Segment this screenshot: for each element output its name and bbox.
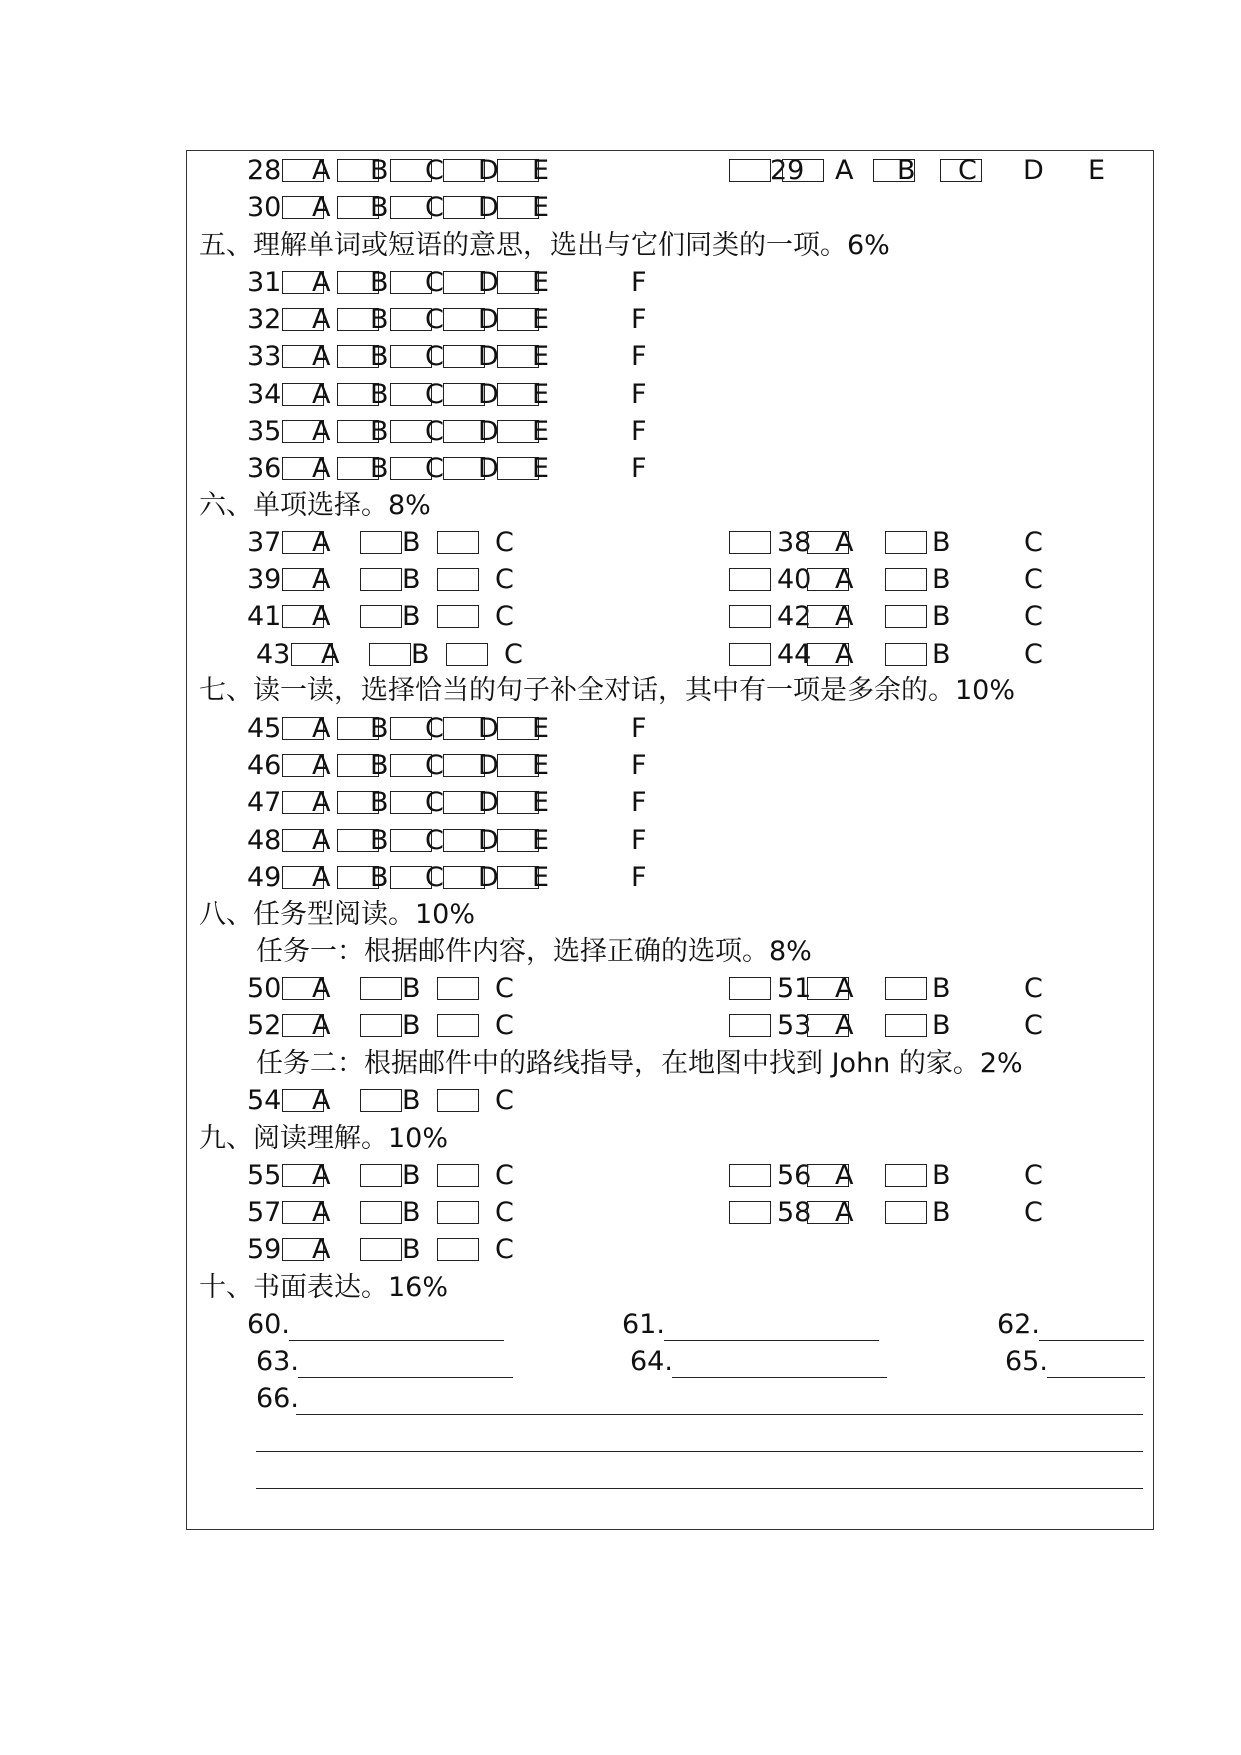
- section-heading-10: 十、书面表达。16%: [199, 1272, 449, 1303]
- answer-box-52-B[interactable]: [360, 1014, 402, 1037]
- option-label-C: C: [1024, 601, 1043, 633]
- question-number: 59: [247, 1234, 282, 1265]
- option-label-F: F: [631, 415, 647, 447]
- question-number: 50: [247, 973, 282, 1004]
- answer-box-51-B[interactable]: [885, 977, 927, 1000]
- question-number: 33: [247, 341, 282, 373]
- option-label-B: B: [932, 601, 951, 633]
- option-label-F: F: [631, 713, 647, 744]
- option-label-A: A: [312, 1197, 331, 1229]
- option-label-F: F: [631, 341, 647, 373]
- question-item-38: [777, 524, 1077, 561]
- question-number: 54: [247, 1085, 282, 1116]
- question-number: 53: [777, 1010, 812, 1042]
- option-label-D: D: [478, 824, 499, 856]
- question-number: 42: [777, 601, 812, 633]
- option-label-B: B: [932, 564, 951, 596]
- option-label-B: B: [370, 713, 389, 744]
- option-label-A: A: [835, 973, 854, 1004]
- answer-box-57-C[interactable]: [437, 1201, 479, 1224]
- option-label-E: E: [532, 341, 550, 373]
- option-label-E: E: [532, 713, 550, 744]
- question-row-35: [247, 413, 667, 450]
- option-label-B: B: [370, 453, 389, 484]
- option-label-E: E: [532, 415, 550, 447]
- option-label-C: C: [425, 341, 444, 373]
- option-label-C: C: [425, 713, 444, 744]
- option-label-C: C: [425, 787, 444, 819]
- option-label-A: A: [312, 1010, 331, 1042]
- option-label-A: A: [312, 713, 331, 744]
- option-label-C: C: [1024, 1197, 1043, 1229]
- question-number: 46: [247, 750, 282, 782]
- option-label-C: C: [495, 564, 514, 596]
- option-label-E: E: [532, 861, 550, 893]
- option-label-B: B: [370, 267, 389, 298]
- answer-box-53-B[interactable]: [885, 1014, 927, 1037]
- answer-blank-63-label: 63.: [256, 1346, 299, 1377]
- question-row-47: [247, 784, 667, 821]
- answer-box-52-C[interactable]: [437, 1014, 479, 1037]
- option-label-F: F: [631, 824, 647, 856]
- option-label-E: E: [532, 750, 550, 782]
- option-label-A: A: [312, 453, 331, 484]
- answer-blank-66-line[interactable]: [296, 1414, 1143, 1415]
- question-item-39: [247, 561, 514, 598]
- option-label-A: A: [835, 155, 854, 186]
- question-item-56: [777, 1157, 1077, 1194]
- answer-box-50-B[interactable]: [360, 977, 402, 1000]
- option-label-B: B: [370, 861, 389, 893]
- option-label-E: E: [532, 824, 550, 856]
- answer-blank-66-label: 66.: [256, 1383, 299, 1414]
- question-item-42: [777, 598, 1077, 635]
- answer-box-41-C[interactable]: [437, 605, 479, 628]
- answer-blank-63-line[interactable]: [298, 1377, 513, 1378]
- answer-box-38-B[interactable]: [885, 531, 927, 554]
- answer-blank-60-label: 60.: [247, 1309, 290, 1340]
- option-label-B: B: [932, 1197, 951, 1229]
- answer-blank-64-line[interactable]: [672, 1377, 887, 1378]
- writing-line-2[interactable]: [256, 1451, 1143, 1452]
- option-label-F: F: [631, 750, 647, 782]
- answer-box-59-C[interactable]: [437, 1238, 479, 1261]
- option-label-B: B: [932, 1160, 951, 1191]
- option-label-C: C: [425, 861, 444, 893]
- option-label-C: C: [504, 638, 523, 670]
- answer-box-50-C[interactable]: [437, 977, 479, 1000]
- question-number: 45: [247, 713, 282, 744]
- option-label-C: C: [1024, 1160, 1043, 1191]
- option-label-B: B: [402, 601, 421, 633]
- answer-box-lead-29[interactable]: [729, 159, 771, 182]
- question-row-49: [247, 859, 667, 896]
- answer-box-42-B[interactable]: [885, 605, 927, 628]
- answer-blank-65-label: 65.: [1005, 1346, 1048, 1377]
- answer-box-57-B[interactable]: [360, 1201, 402, 1224]
- question-row-34: [247, 376, 667, 413]
- answer-box-29-A[interactable]: [782, 159, 824, 182]
- question-number: 56: [777, 1160, 812, 1191]
- option-label-C: C: [495, 1085, 514, 1116]
- question-number: 35: [247, 415, 282, 447]
- option-label-C: C: [495, 973, 514, 1004]
- question-row-46: [247, 747, 667, 784]
- question-number: 43: [256, 638, 291, 670]
- question-row-45: [247, 710, 667, 747]
- option-label-F: F: [631, 861, 647, 893]
- answer-box-44-B[interactable]: [885, 643, 927, 666]
- option-label-C: C: [425, 750, 444, 782]
- option-label-B: B: [402, 1234, 421, 1265]
- option-label-E: E: [532, 155, 550, 186]
- option-label-A: A: [312, 155, 331, 186]
- section-heading-9: 九、阅读理解。10%: [199, 1123, 449, 1154]
- question-item-58: [777, 1194, 1077, 1231]
- question-item-40: [777, 561, 1077, 598]
- question-number: 39: [247, 564, 282, 596]
- option-label-C: C: [425, 453, 444, 484]
- question-item-41: [247, 598, 514, 635]
- answer-box-lead-44[interactable]: [729, 643, 771, 666]
- answer-box-58-B[interactable]: [885, 1201, 927, 1224]
- answer-box-37-B[interactable]: [360, 531, 402, 554]
- question-number: 55: [247, 1160, 282, 1191]
- task-1-instruction: 任务一：根据邮件内容，选择正确的选项。8%: [256, 936, 812, 967]
- question-row-29: [770, 152, 1130, 189]
- option-label-B: B: [402, 527, 421, 558]
- option-label-A: A: [312, 341, 331, 373]
- question-item-59: [247, 1231, 514, 1268]
- option-label-E: E: [532, 787, 550, 819]
- answer-box-lead-51[interactable]: [729, 977, 771, 1000]
- option-label-A: A: [312, 527, 331, 558]
- question-number: 48: [247, 824, 282, 856]
- option-label-C: C: [958, 155, 977, 186]
- writing-line-3[interactable]: [256, 1488, 1143, 1489]
- option-label-D: D: [478, 304, 499, 336]
- option-label-B: B: [370, 155, 389, 186]
- answer-box-43-C[interactable]: [446, 643, 488, 666]
- question-number: 52: [247, 1010, 282, 1042]
- option-label-F: F: [631, 378, 647, 410]
- question-number: 41: [247, 601, 282, 633]
- question-number: 37: [247, 527, 282, 558]
- answer-box-lead-56[interactable]: [729, 1164, 771, 1187]
- option-label-B: B: [402, 1197, 421, 1229]
- option-label-C: C: [1024, 973, 1043, 1004]
- question-item-52: [247, 1007, 514, 1044]
- option-label-B: B: [370, 787, 389, 819]
- question-number: 47: [247, 787, 282, 819]
- option-label-E: E: [1088, 155, 1106, 186]
- question-number: 36: [247, 453, 282, 484]
- option-label-A: A: [312, 415, 331, 447]
- option-label-A: A: [312, 787, 331, 819]
- question-number: 51: [777, 973, 812, 1004]
- question-number: 34: [247, 378, 282, 410]
- option-label-C: C: [1024, 1010, 1043, 1042]
- option-label-B: B: [402, 1085, 421, 1116]
- option-label-F: F: [631, 304, 647, 336]
- option-label-D: D: [478, 713, 499, 744]
- question-row-48: [247, 822, 667, 859]
- section-heading-7: 七、读一读，选择恰当的句子补全对话，其中有一项是多余的。10%: [199, 675, 1016, 706]
- answer-box-55-C[interactable]: [437, 1164, 479, 1187]
- question-item-55: [247, 1157, 514, 1194]
- answer-box-40-B[interactable]: [885, 568, 927, 591]
- option-label-C: C: [495, 1234, 514, 1265]
- option-label-D: D: [478, 378, 499, 410]
- option-label-D: D: [478, 155, 499, 186]
- option-label-A: A: [312, 824, 331, 856]
- option-label-A: A: [835, 1010, 854, 1042]
- option-label-B: B: [932, 638, 951, 670]
- option-label-D: D: [478, 453, 499, 484]
- option-label-B: B: [370, 304, 389, 336]
- answer-blank-64-label: 64.: [630, 1346, 673, 1377]
- option-label-C: C: [1024, 638, 1043, 670]
- option-label-B: B: [370, 341, 389, 373]
- option-label-F: F: [631, 453, 647, 484]
- answer-blank-62-line[interactable]: [1039, 1340, 1144, 1341]
- option-label-A: A: [312, 1085, 331, 1116]
- option-label-A: A: [312, 861, 331, 893]
- question-row-32: [247, 301, 667, 338]
- question-number: 38: [777, 527, 812, 558]
- option-label-C: C: [495, 1010, 514, 1042]
- answer-box-39-C[interactable]: [437, 568, 479, 591]
- answer-box-55-B[interactable]: [360, 1164, 402, 1187]
- option-label-A: A: [312, 750, 331, 782]
- section-heading-8: 八、任务型阅读。10%: [199, 899, 476, 930]
- option-label-C: C: [495, 527, 514, 558]
- question-item-53: [777, 1007, 1077, 1044]
- option-label-C: C: [495, 1160, 514, 1191]
- option-label-B: B: [370, 415, 389, 447]
- question-number: 40: [777, 564, 812, 596]
- question-number: 49: [247, 861, 282, 893]
- option-label-C: C: [425, 415, 444, 447]
- answer-box-54-B[interactable]: [360, 1089, 402, 1112]
- question-row-28: [247, 152, 667, 189]
- answer-box-41-B[interactable]: [360, 605, 402, 628]
- option-label-A: A: [312, 1234, 331, 1265]
- option-label-D: D: [478, 341, 499, 373]
- option-label-A: A: [835, 527, 854, 558]
- question-item-37: [247, 524, 514, 561]
- option-label-B: B: [411, 638, 430, 670]
- question-number: 32: [247, 304, 282, 336]
- option-label-A: A: [312, 1160, 331, 1191]
- option-label-C: C: [425, 378, 444, 410]
- option-label-D: D: [478, 861, 499, 893]
- answer-blank-65-line[interactable]: [1047, 1377, 1145, 1378]
- option-label-B: B: [402, 973, 421, 1004]
- question-number: 44: [777, 638, 812, 670]
- question-row-33: [247, 338, 667, 375]
- option-label-A: A: [835, 601, 854, 633]
- answer-box-54-C[interactable]: [437, 1089, 479, 1112]
- option-label-D: D: [478, 267, 499, 298]
- option-label-E: E: [532, 192, 550, 223]
- section-heading-5: 五、理解单词或短语的意思，选出与它们同类的一项。6%: [199, 230, 890, 261]
- option-label-A: A: [312, 564, 331, 596]
- option-label-E: E: [532, 378, 550, 410]
- option-label-A: A: [835, 564, 854, 596]
- question-number: 58: [777, 1197, 812, 1229]
- question-item-54: [247, 1082, 514, 1119]
- option-label-D: D: [478, 192, 499, 223]
- option-label-D: D: [478, 415, 499, 447]
- option-label-B: B: [370, 192, 389, 223]
- question-item-51: [777, 970, 1077, 1007]
- option-label-A: A: [321, 638, 340, 670]
- question-row-36: [247, 450, 667, 487]
- answer-box-43-B[interactable]: [369, 643, 411, 666]
- option-label-F: F: [631, 267, 647, 298]
- answer-box-lead-38[interactable]: [729, 531, 771, 554]
- option-label-B: B: [402, 564, 421, 596]
- option-label-D: D: [478, 750, 499, 782]
- section-heading-6: 六、单项选择。8%: [199, 490, 431, 521]
- option-label-B: B: [402, 1010, 421, 1042]
- option-label-F: F: [631, 787, 647, 819]
- question-item-57: [247, 1194, 514, 1231]
- option-label-C: C: [425, 267, 444, 298]
- answer-box-37-C[interactable]: [437, 531, 479, 554]
- option-label-C: C: [1024, 564, 1043, 596]
- option-label-B: B: [932, 973, 951, 1004]
- answer-box-39-B[interactable]: [360, 568, 402, 591]
- answer-blank-61-label: 61.: [622, 1309, 665, 1340]
- option-label-C: C: [1024, 527, 1043, 558]
- question-number: 29: [770, 155, 805, 186]
- option-label-D: D: [1023, 155, 1044, 186]
- answer-box-lead-58[interactable]: [729, 1201, 771, 1224]
- option-label-A: A: [312, 304, 331, 336]
- option-label-B: B: [402, 1160, 421, 1191]
- option-label-B: B: [370, 824, 389, 856]
- option-label-B: B: [370, 750, 389, 782]
- option-label-A: A: [312, 192, 331, 223]
- option-label-A: A: [312, 973, 331, 1004]
- option-label-C: C: [425, 824, 444, 856]
- answer-box-lead-40[interactable]: [729, 568, 771, 591]
- answer-blank-60-line[interactable]: [289, 1340, 504, 1341]
- option-label-C: C: [425, 155, 444, 186]
- answer-box-lead-53[interactable]: [729, 1014, 771, 1037]
- option-label-D: D: [478, 787, 499, 819]
- option-label-A: A: [835, 1160, 854, 1191]
- answer-blank-61-line[interactable]: [664, 1340, 879, 1341]
- question-number: 57: [247, 1197, 282, 1229]
- question-row-30: [247, 189, 667, 226]
- question-item-44: [777, 636, 1077, 673]
- option-label-E: E: [532, 267, 550, 298]
- answer-box-56-B[interactable]: [885, 1164, 927, 1187]
- option-label-A: A: [835, 1197, 854, 1229]
- question-number: 30: [247, 192, 282, 223]
- answer-box-lead-42[interactable]: [729, 605, 771, 628]
- option-label-B: B: [932, 527, 951, 558]
- question-row-31: [247, 264, 667, 301]
- option-label-C: C: [495, 601, 514, 633]
- option-label-B: B: [932, 1010, 951, 1042]
- question-number: 28: [247, 155, 282, 186]
- option-label-A: A: [312, 601, 331, 633]
- answer-box-59-B[interactable]: [360, 1238, 402, 1261]
- option-label-B: B: [370, 378, 389, 410]
- option-label-A: A: [835, 638, 854, 670]
- option-label-C: C: [425, 304, 444, 336]
- option-label-A: A: [312, 267, 331, 298]
- option-label-A: A: [312, 378, 331, 410]
- answer-blank-62-label: 62.: [997, 1309, 1040, 1340]
- option-label-C: C: [425, 192, 444, 223]
- question-number: 31: [247, 267, 282, 298]
- question-item-43: [256, 636, 523, 673]
- option-label-E: E: [532, 304, 550, 336]
- option-label-C: C: [495, 1197, 514, 1229]
- option-label-E: E: [532, 453, 550, 484]
- question-item-50: [247, 970, 514, 1007]
- task-2-instruction: 任务二：根据邮件中的路线指导，在地图中找到 John 的家。2%: [256, 1048, 1023, 1079]
- option-label-B: B: [897, 155, 916, 186]
